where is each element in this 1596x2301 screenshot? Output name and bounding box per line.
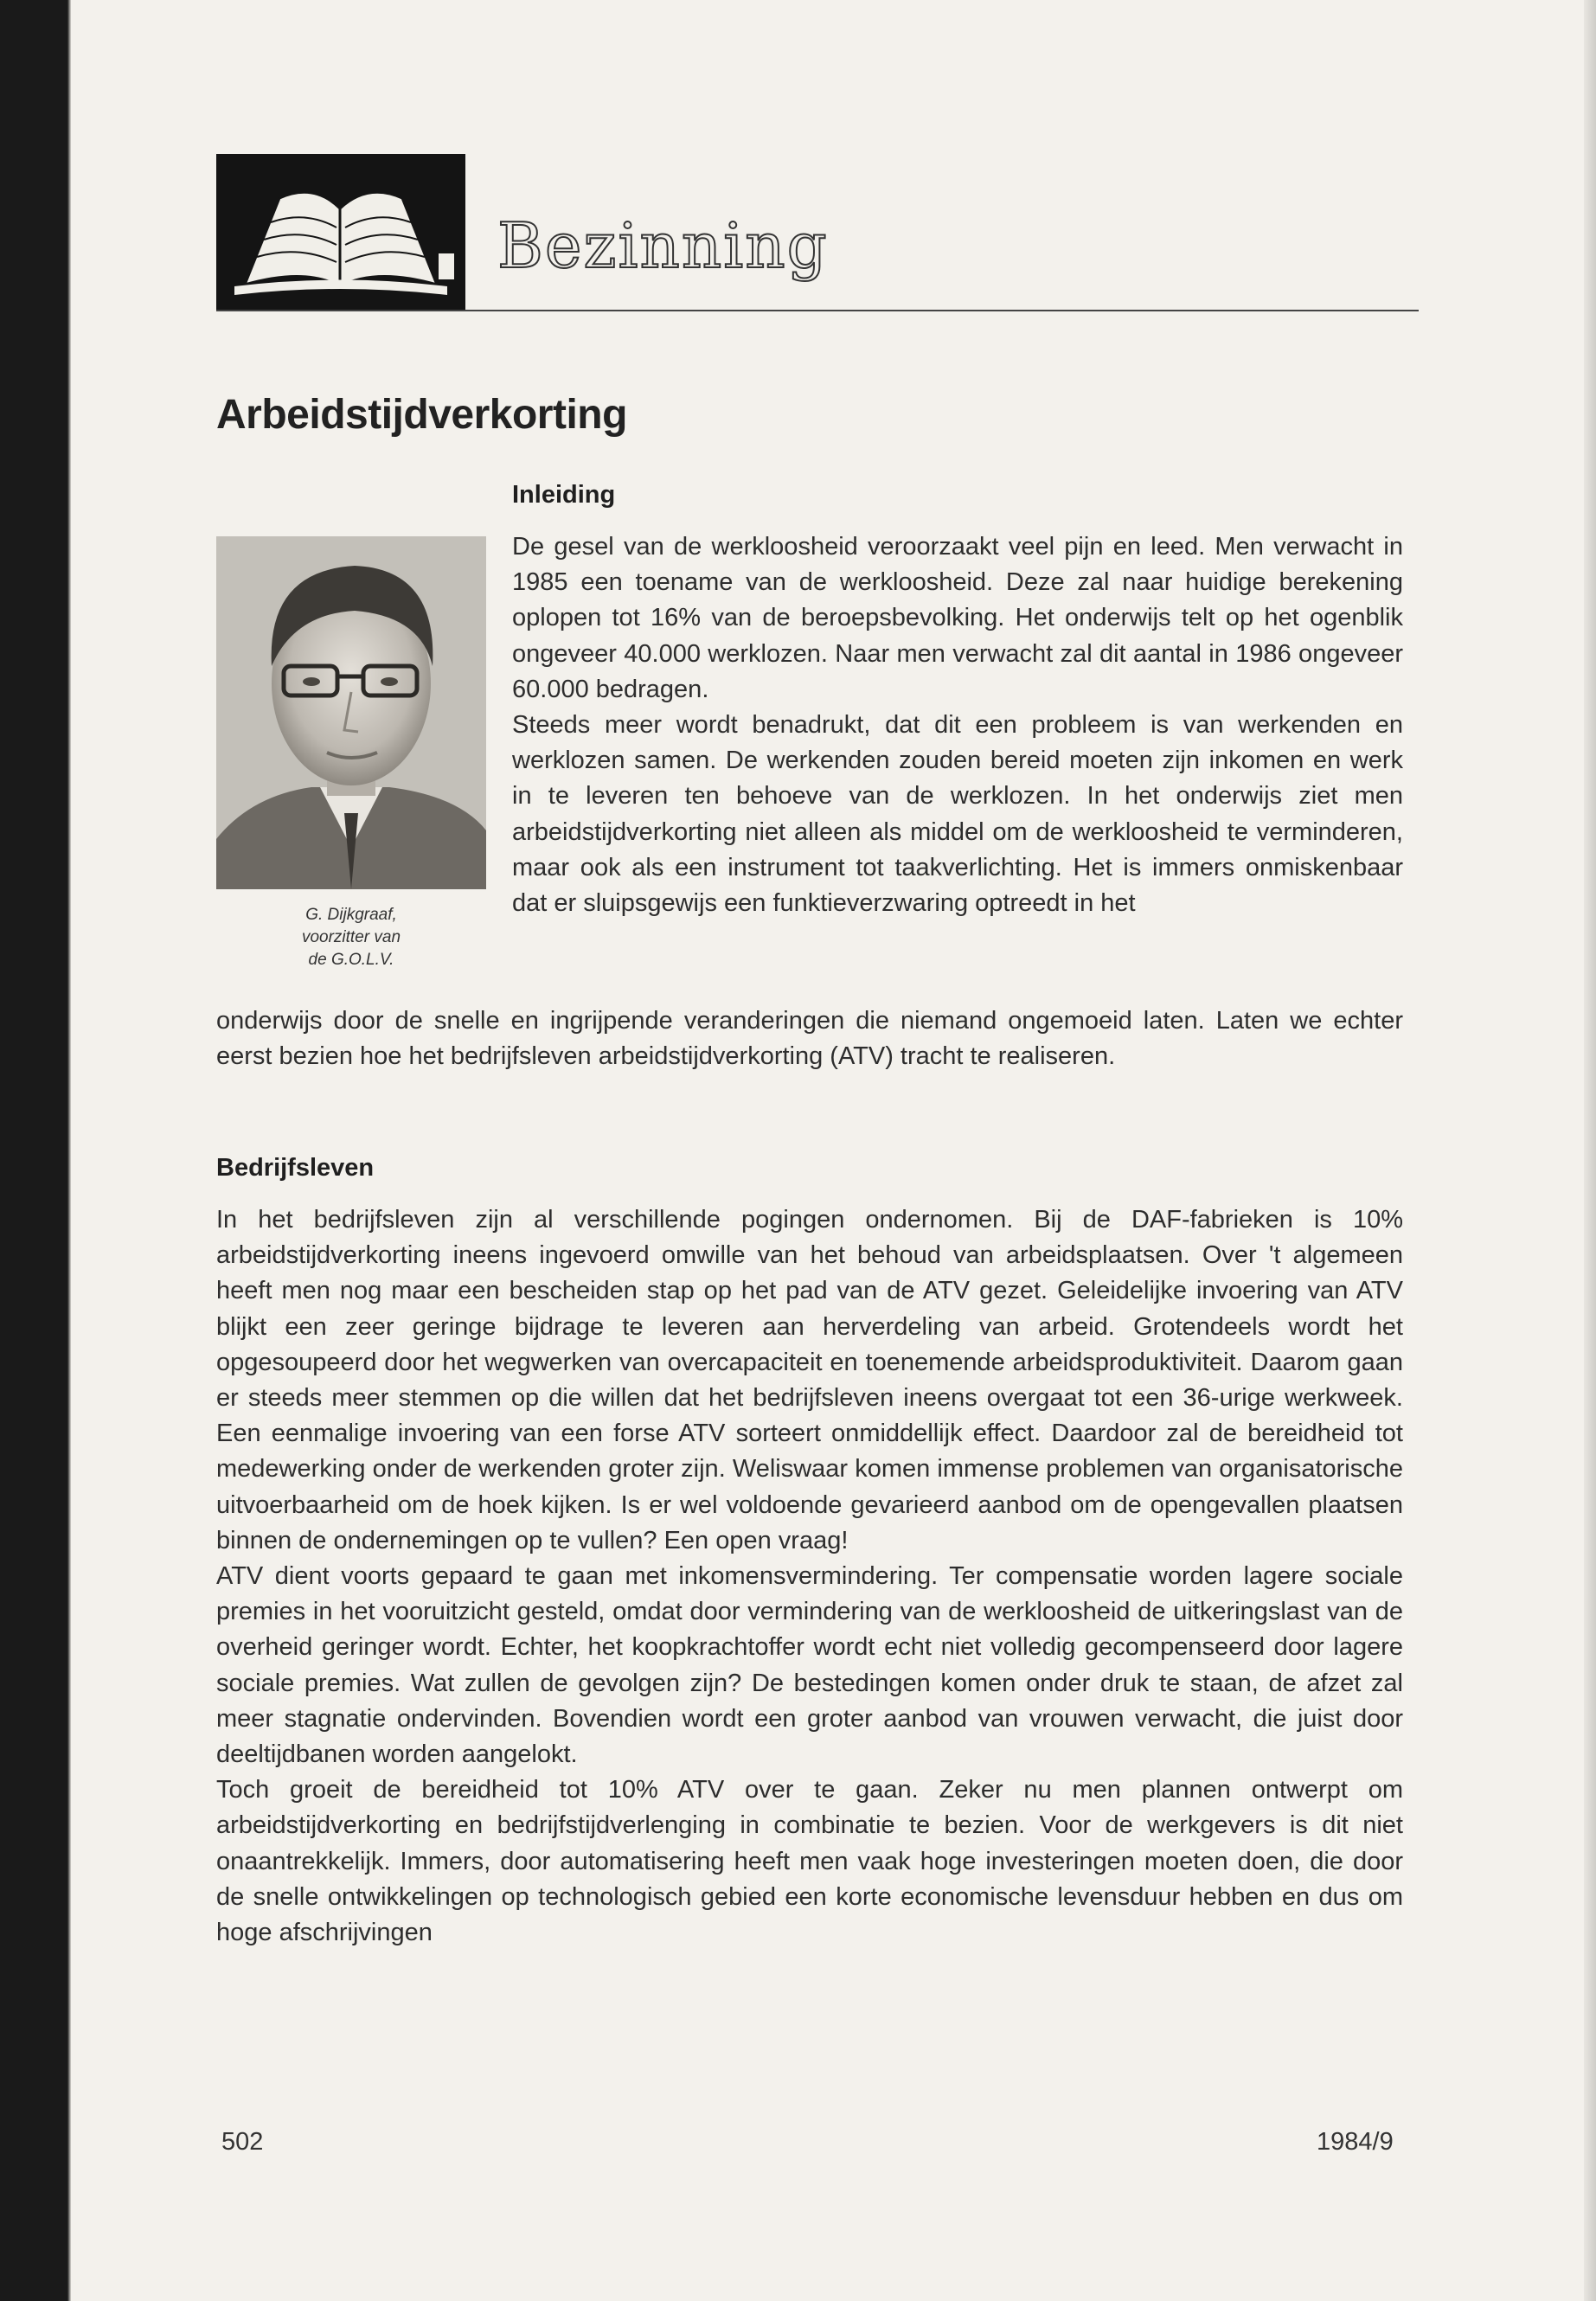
paragraph: Toch groeit de bereidheid tot 10% ATV over te gaan. Zeker nu men plannen ontwerpt om arbeidstijdverkorting en bedrijfstijdverlenging in combinatie te bezien. Voor de werkgevers is dit niet onaantrekkelijk. Immers, door automatisering heeft men vaak hoge investeringen moeten doen, die door de snelle ontwikkelingen op technologisch gebied een korte economische levensduur hebben en dus om hoge afschrijvingen <box>216 1776 1403 1947</box>
paragraph: onderwijs door de snelle en ingrijpende veranderingen die niemand ongemoeid laten. Laten we echter eerst bezien hoe het bedrijfsleven arbeidstijdverkorting (ATV) tracht te realiseren. <box>216 1007 1403 1071</box>
caption-line: voorzitter van <box>301 928 401 946</box>
section-body-inleiding-continued <box>216 1003 1403 1074</box>
article-title: Arbeidstijdverkorting <box>216 392 627 438</box>
section-heading: Inleiding <box>512 481 616 509</box>
issue-number: 1984/9 <box>1317 2128 1394 2156</box>
portrait-photo <box>216 536 486 889</box>
section-body-inleiding <box>512 529 1403 921</box>
section-body-bedrijfsleven <box>216 1202 1403 1951</box>
caption-line: G. Dijkgraaf, <box>305 906 397 924</box>
paragraph: In het bedrijfsleven zijn al verschillende pogingen ondernomen. Bij de DAF-fabrieken is 10% arbeidstijdverkorting ineens ingevoerd omwille van het behoud van arbeidsplaatsen. Over 't algemeen heeft men nog maar een bescheiden stap op het pad van de ATV gezet. Geleidelijke invoering van ATV blijkt een zeer geringe bijdrage te leveren aan herverdeling van arbeid. Grotendeels wordt het opgesoupeerd door het wegwerken van overcapaciteit en toenemende arbeidsproduktiviteit. Daarom gaan er steeds meer stemmen op die willen dat het bedrijfsleven ineens overgaat tot een 36-urige werkweek. Een eenmalige invoering van een forse ATV sorteert onmiddellijk effect. Daardoor zal de bereidheid tot medewerking onder de werkenden groter zijn. Weliswaar komen immense problemen van organisatorische uitvoerbaarheid om de hoek kijken. Is er wel voldoende gevarieerd aanbod om de opengevallen plaatsen binnen de ondernemingen op te vullen? Een open vraag! <box>216 1206 1403 1554</box>
page-number: 502 <box>221 2128 264 2156</box>
paragraph: ATV dient voorts gepaard te gaan met inkomensvermindering. Ter compensatie worden lagere sociale premies in het vooruitzicht gesteld, omdat door vermindering van de werkloosheid de uitkeringslast van de overheid geringer wordt. Echter, het koopkrachtoffer wordt echt niet volledig gecompenseerd door lagere sociale premies. Wat zullen de gevolgen zijn? De bestedingen komen onder druk te staan, de afzet zal meer stagnatie ondervinden. Bovendien wordt een groter aanbod van vrouwen verwacht, die juist door deeltijdbanen worden aangelokt. <box>216 1562 1403 1769</box>
paragraph: De gesel van de werkloosheid veroorzaakt veel pijn en leed. Men verwacht in 1985 een toename van de werkloosheid. Deze zal naar huidige berekening oplopen tot 16% van de beroepsbevolking. Het onderwijs telt op het ogenblik ongeveer 40.000 werklozen. Naar men verwacht zal dit aantal in 1986 ongeveer 60.000 bedragen. <box>512 533 1403 703</box>
section-heading: Bedrijfsleven <box>216 1154 375 1182</box>
paragraph: Steeds meer wordt benadrukt, dat dit een probleem is van werkenden en werklozen samen. De werkenden zouden bereid moeten zijn inkomen en werk in te leveren ten behoeve van de werklozen. In het onderwijs ziet men arbeidstijdverkorting niet alleen als middel om de werkloosheid te verminderen, maar ook als een instrument tot taakverlichting. Het is immers onmiskenbaar dat er sluipsgewijs een funktieverzwaring optreedt in het <box>512 711 1403 918</box>
scan-border-right <box>1584 0 1596 2301</box>
open-book-icon <box>216 154 465 310</box>
scan-border-left <box>0 0 71 2301</box>
caption-line: de G.O.L.V. <box>308 951 394 969</box>
section-label: Bezinning <box>497 209 829 282</box>
header-divider <box>216 310 1419 311</box>
photo-caption <box>216 904 486 971</box>
